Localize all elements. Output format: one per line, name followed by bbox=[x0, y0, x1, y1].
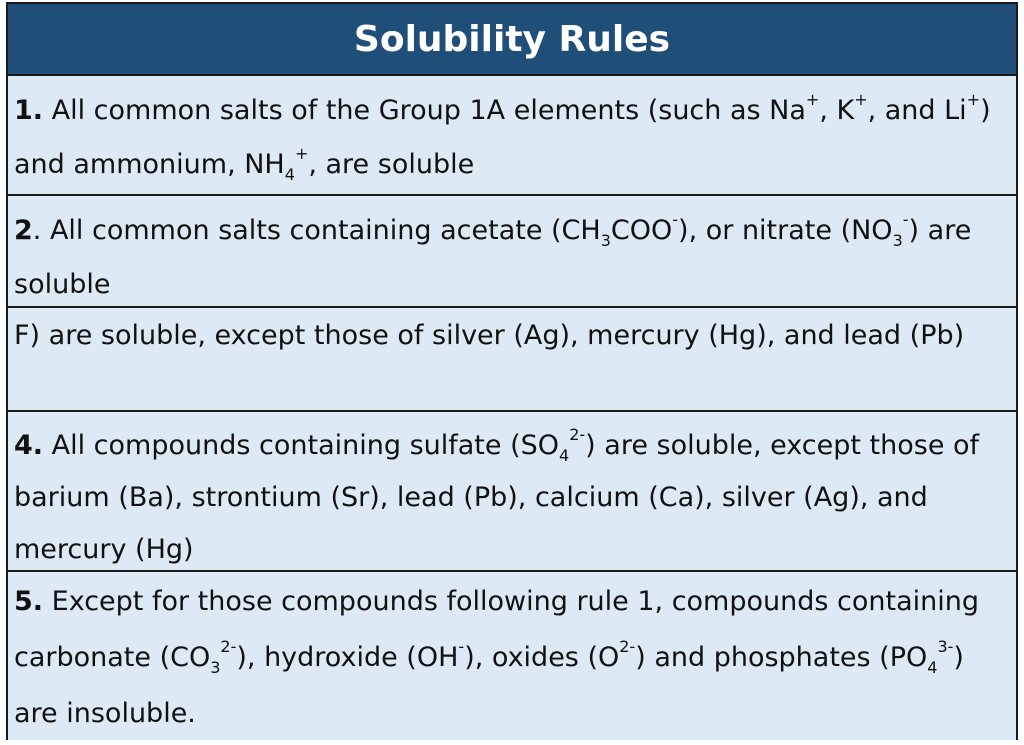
charge: + bbox=[805, 90, 820, 109]
rule-text: ) are soluble, except those of barium (Ba), strontium (Sr), lead (Pb), calcium (Ca), silver (Ag), and mercury (Hg) bbox=[14, 430, 980, 565]
rule-row-3 bbox=[8, 308, 1016, 412]
solubility-rules-table bbox=[6, 2, 1018, 740]
rule-text: , and Li bbox=[867, 95, 967, 126]
rule-text: Except for those compounds following rule 1, compounds containing carbonate (CO bbox=[14, 586, 980, 673]
rule-text: COO bbox=[610, 215, 673, 246]
subscript: 3 bbox=[600, 231, 611, 250]
subscript: 3 bbox=[210, 658, 221, 677]
charge: 2- bbox=[619, 637, 636, 656]
rule-row-2 bbox=[8, 196, 1016, 308]
charge: 3- bbox=[937, 637, 954, 656]
rule-text: ), hydroxide (OH bbox=[236, 642, 459, 673]
rule-text: ) are soluble bbox=[14, 215, 972, 300]
charge: + bbox=[854, 90, 868, 109]
charge: - bbox=[672, 210, 679, 229]
subscript: 4 bbox=[284, 165, 295, 184]
rule-row-5 bbox=[8, 572, 1016, 740]
charge: + bbox=[294, 144, 309, 163]
rule-number: 5. bbox=[14, 586, 44, 617]
rule-number: 4. bbox=[14, 430, 44, 461]
rule-text: ) and ammonium, NH bbox=[14, 95, 991, 180]
rule-text: ) are insoluble. bbox=[14, 642, 964, 729]
table-header bbox=[8, 4, 1016, 76]
subscript: 4 bbox=[927, 658, 938, 677]
charge: - bbox=[458, 637, 465, 656]
subscript: 3 bbox=[892, 231, 903, 250]
rule-text: All common salts of the Group 1A elements (such as Na bbox=[43, 95, 806, 126]
rule-row-4 bbox=[8, 412, 1016, 572]
rule-text: , are soluble bbox=[308, 149, 475, 180]
rule-row-1 bbox=[8, 76, 1016, 196]
rule-text: . All common salts containing acetate (CH bbox=[32, 215, 601, 246]
rule-text: ) and phosphates (PO bbox=[635, 642, 928, 673]
rule-text: All compounds containing sulfate (SO bbox=[43, 430, 560, 461]
rule-number: 2 bbox=[14, 215, 33, 246]
rule-text: ), or nitrate (NO bbox=[678, 215, 893, 246]
subscript: 4 bbox=[559, 446, 570, 465]
rule-text: , K bbox=[819, 95, 855, 126]
charge: - bbox=[902, 210, 909, 229]
rule-text: ), oxides (O bbox=[464, 642, 620, 673]
charge: + bbox=[966, 90, 981, 109]
table-title: Solubility Rules bbox=[353, 18, 671, 60]
charge: 2- bbox=[220, 637, 237, 656]
rule-text: F) are soluble, except those of silver (Ag), mercury (Hg), and lead (Pb) bbox=[14, 320, 965, 351]
rule-number: 1. bbox=[14, 95, 44, 126]
charge: 2- bbox=[569, 425, 586, 444]
